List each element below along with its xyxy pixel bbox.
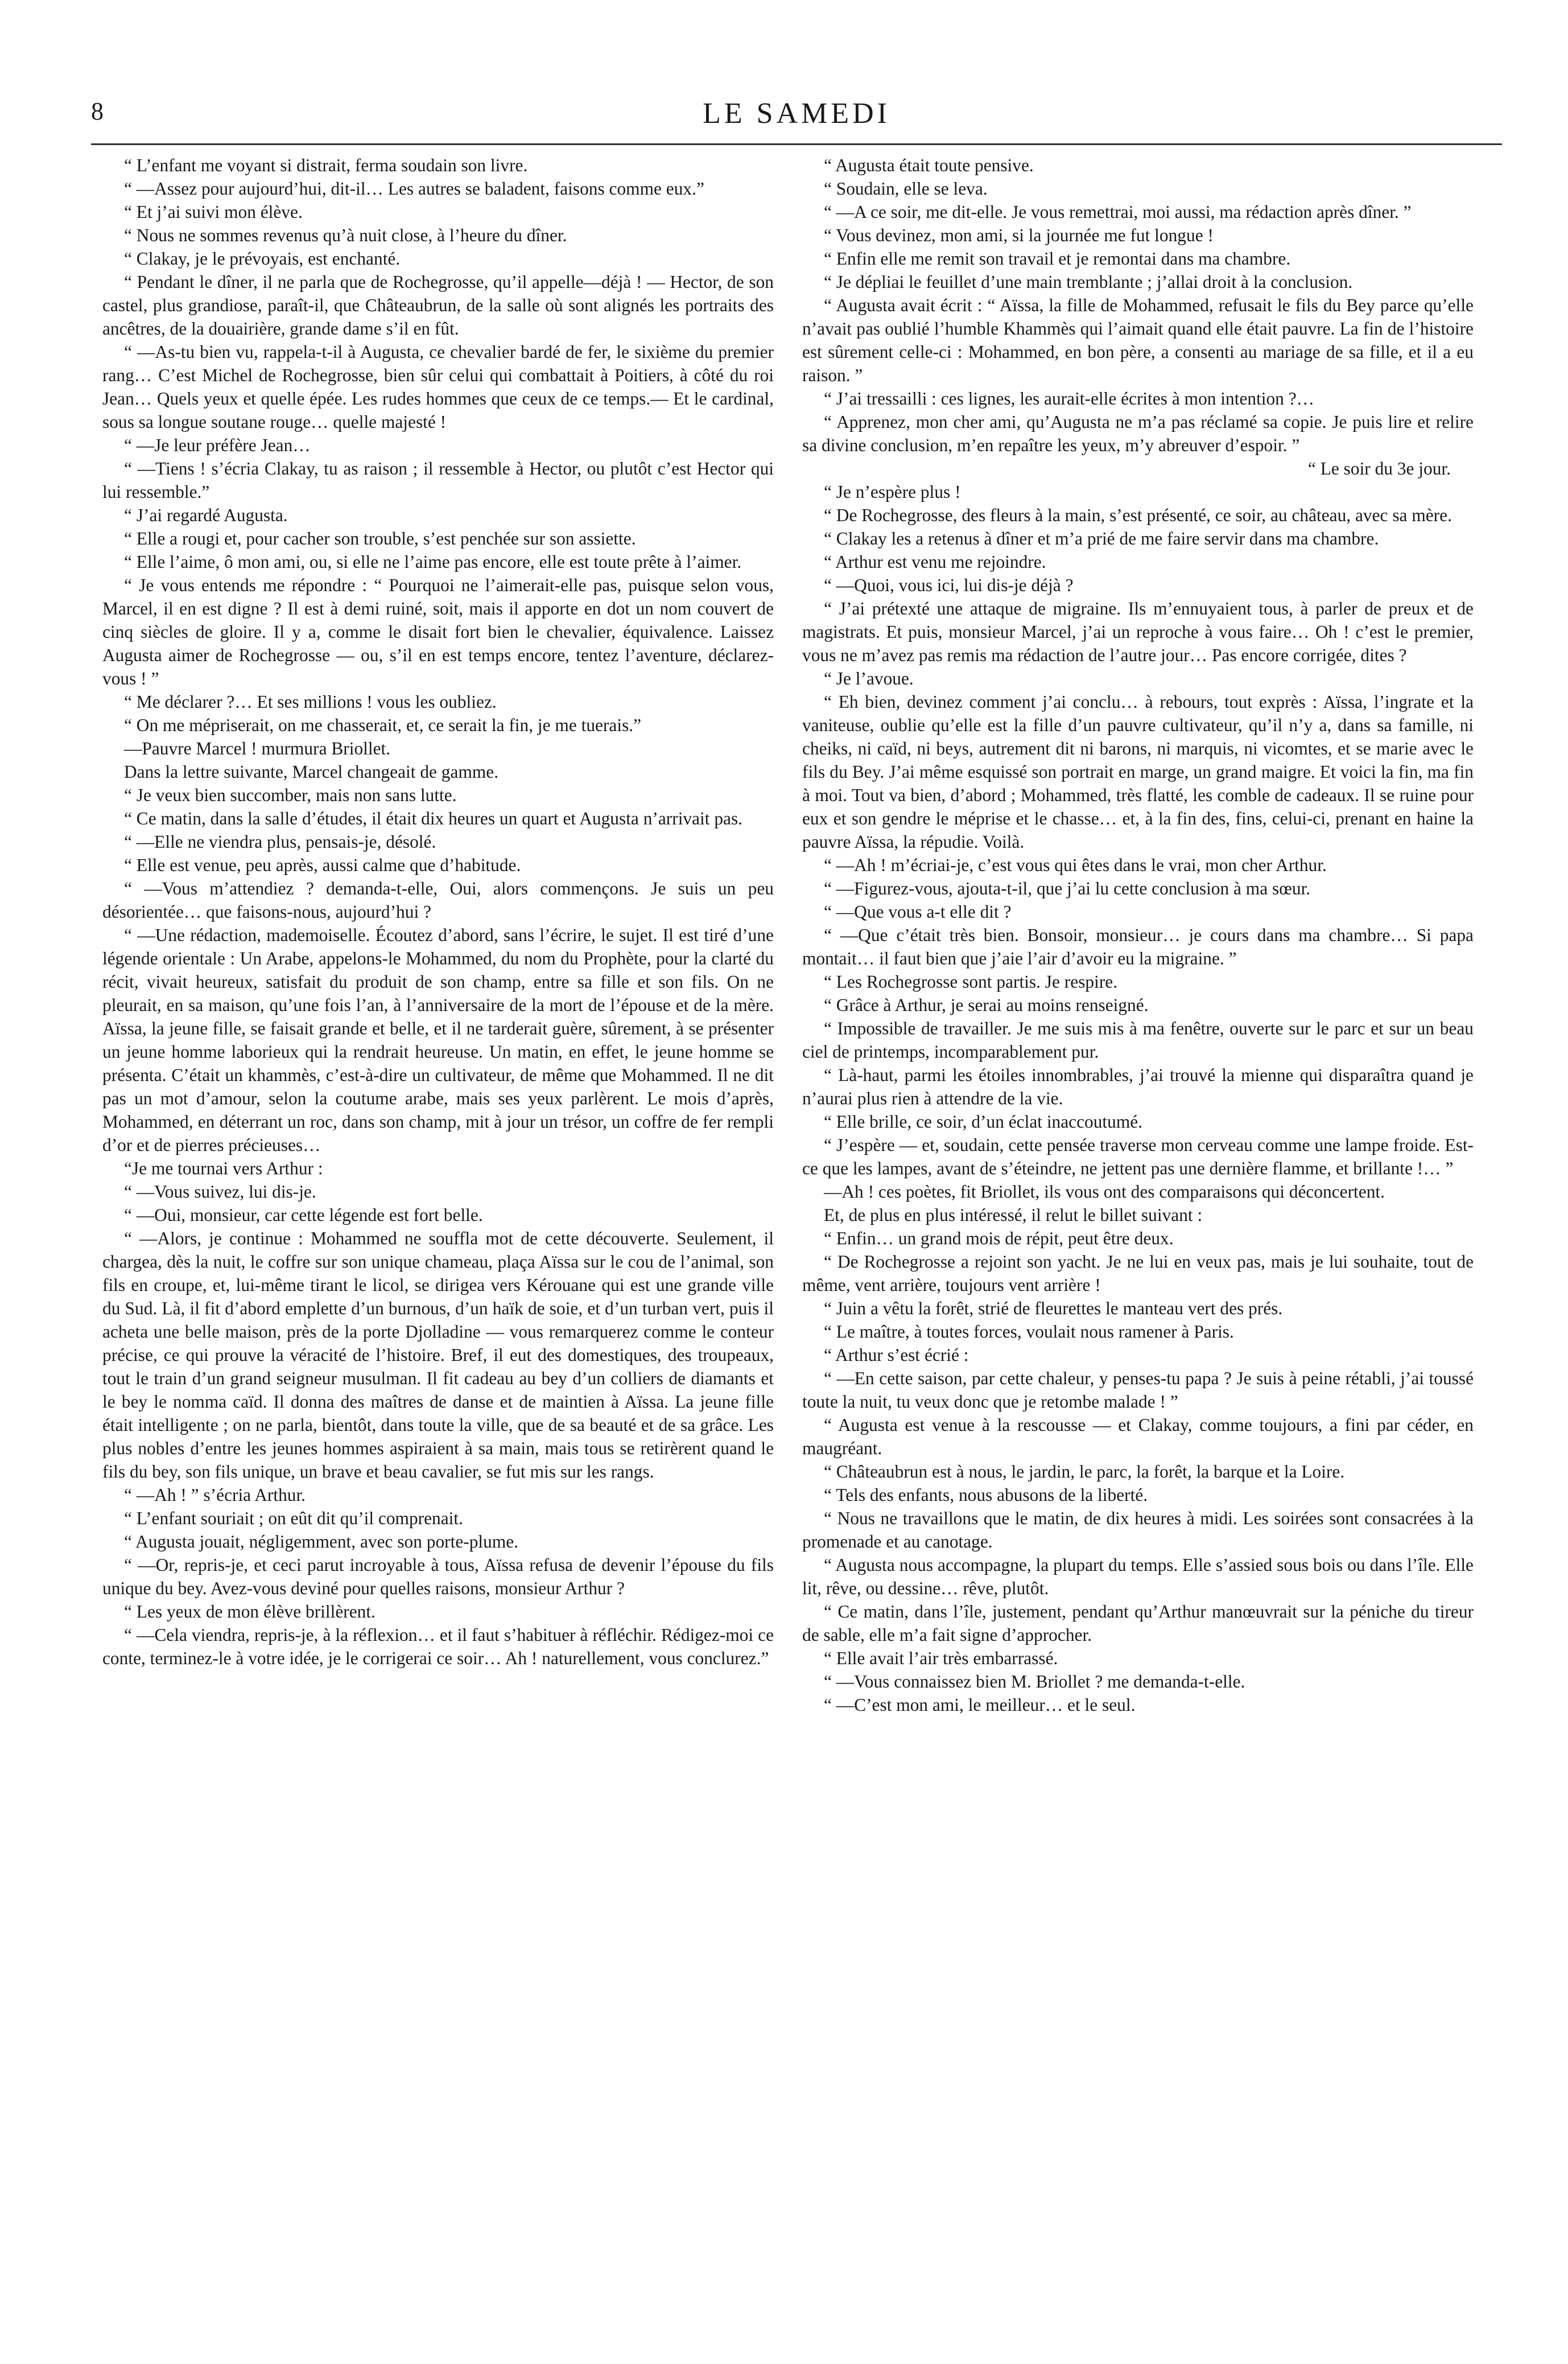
paragraph: Dans la lettre suivante, Marcel changeait de gamme. — [124, 762, 499, 782]
page-header — [91, 97, 1502, 137]
paragraph: “ J’ai tressailli : ces lignes, les aurait-elle écrites à mon intention ?… — [824, 389, 1315, 409]
paragraph: “ Vous devinez, mon ami, si la journée me fut longue ! — [824, 225, 1214, 245]
paragraph: “ J’espère — et, soudain, cette pensée traverse mon cerveau comme une lampe froide. Est-ce que les lampes, avant de s’éteindre, ne jettent pas une dernière flamme, et brillante !… ” — [802, 1135, 1474, 1178]
paragraph: “ Grâce à Arthur, je serai au moins renseigné. — [824, 995, 1149, 1015]
paragraph: “ —As-tu bien vu, rappela-t-il à Augusta, ce chevalier bardé de fer, le sixième du premier rang… C’est Michel de Rochegrosse, bien sûr celui qui combattait à Poitiers, à côté du roi Jean… Quels yeux et quelle épée. Les rudes hommes que ceux de ce temps.— Et le cardinal, sous sa longue soutane rouge… quelle majesté ! — [102, 342, 774, 432]
paragraph: “ —Quoi, vous ici, lui dis-je déjà ? — [824, 575, 1074, 595]
paragraph: “ Clakay les a retenus à dîner et m’a prié de me faire servir dans ma chambre. — [824, 529, 1379, 548]
paragraph: “ —Figurez-vous, ajouta-t-il, que j’ai lu cette conclusion à ma sœur. — [824, 878, 1311, 898]
paragraph: “ Elle avait l’air très embarrassé. — [824, 1648, 1058, 1668]
paragraph: “ —Tiens ! s’écria Clakay, tu as raison ; il ressemble à Hector, ou plutôt c’est Hector qui lui ressemble.” — [102, 459, 774, 502]
paragraph: “ Je veux bien succomber, mais non sans lutte. — [124, 785, 457, 805]
paragraph: “ —En cette saison, par cette chaleur, y penses-tu papa ? Je suis à peine rétabli, j’ai toussé toute la nuit, tu veux donc que je retombe malade ! ” — [802, 1368, 1474, 1412]
paragraph: “ —Vous connaissez bien M. Briollet ? me demanda-t-elle. — [824, 1672, 1245, 1691]
journal-title: LE SAMEDI — [703, 97, 890, 130]
right-column — [802, 154, 1474, 1717]
paragraph: “ Elle brille, ce soir, d’un éclat inaccoutumé. — [824, 1112, 1143, 1132]
paragraph: “ Les yeux de mon élève brillèrent. — [124, 1602, 376, 1622]
paragraph: “ Eh bien, devinez comment j’ai conclu… à rebours, tout exprès : Aïssa, l’ingrate et la vaniteuse, oublie qu’elle est la fille d’un pauvre cultivateur, qu’il n’y a, dans sa famille, ni cheiks, ni caïd, ni beys, autrement dit ni barons, ni marquis, ni vicomtes, et se marie avec le fils du Bey. J’ai même esquissé son portrait en marge, un grand maigre. Et voici la fin, ma fin à moi. Tout va bien, d’abord ; Mohammed, très flatté, les comble de cadeaux. Il se ruine pour eux et son gendre le méprise et le chasse… et, à la fin des, fins, celui-ci, prenant en haine la pauvre Aïssa, la répudie. Voilà. — [802, 692, 1474, 852]
paragraph: “ Apprenez, mon cher ami, qu’Augusta ne m’a pas réclamé sa copie. Je puis lire et relire sa divine conclusion, m’en repaître les yeux, m’y abreuver d’espoir. ” — [802, 412, 1474, 455]
paragraph: “ J’ai prétexté une attaque de migraine. Ils m’ennuyaient tous, à parler de preux et de magistrats. Et puis, monsieur Marcel, j’ai un reproche à vous faire… Oh ! c’est le premier, vous ne m’avez pas remis ma rédaction de l’autre jour… Pas encore corrigée, dites ? — [802, 599, 1474, 665]
paragraph: “ —Alors, je continue : Mohammed ne souffla mot de cette découverte. Seulement, il chargea, dès la nuit, le coffre sur son unique chameau, plaça Aïssa sur le cou de l’animal, son fils en croupe, et, lui-même tirant le licol, se dirigea vers Kérouane qui est une grande ville du Sud. Là, il fit d’abord emplette d’un burnous, d’un haïk de soie, et d’un turban vert, puis il acheta une belle maison, près de la porte Djolladine — vous remarquerez comme le conteur précise, ce qui prouve la véracité de l’histoire. Bref, il eut des domestiques, des troupeaux, tout le train d’un grand seigneur musulman. Il fit cadeau au bey d’un colliers de diamants et le bey le nomma caïd. Il donna des maîtres de danse et de maintien à Aïssa. La jeune fille était intelligente ; on ne parla, bientôt, dans toute la ville, que de sa beauté et de sa grâce. Les plus nobles d’entre les jeunes hommes aspiraient à sa main, mais tous se retirèrent quand le fils du bey, son fils unique, un brave et beau cavalier, se fut mis sur les rangs. — [102, 1228, 774, 1482]
paragraph: “ —A ce soir, me dit-elle. Je vous remettrai, moi aussi, ma rédaction après dîner. ” — [824, 202, 1412, 222]
paragraph: “ Augusta nous accompagne, la plupart du temps. Elle s’assied sous bois ou dans l’île. Elle lit, rêve, ou dessine… rêve, plutôt. — [802, 1555, 1474, 1598]
paragraph: “ Je dépliai le feuillet d’une main tremblante ; j’allai droit à la conclusion. — [824, 272, 1353, 292]
paragraph: “ —Or, repris-je, et ceci parut incroyable à tous, Aïssa refusa de devenir l’épouse du fils unique du bey. Avez-vous deviné pour quelles raisons, monsieur Arthur ? — [102, 1555, 774, 1598]
paragraph: “ —C’est mon ami, le meilleur… et le seul. — [824, 1695, 1136, 1715]
paragraph: “ Augusta jouait, négligemment, avec son porte-plume. — [124, 1532, 519, 1552]
page-number: 8 — [91, 97, 104, 125]
paragraph: “ Tels des enfants, nous abusons de la liberté. — [824, 1485, 1148, 1505]
paragraph: “ —Je leur préfère Jean… — [124, 435, 311, 455]
paragraph: “ —Cela viendra, repris-je, à la réflexion… et il faut s’habituer à réfléchir. Rédigez-moi ce conte, terminez-le à votre idée, je le corrigerai ce soir… Ah ! naturellement, vous conclurez.” — [102, 1625, 774, 1668]
paragraph: “ —Elle ne viendra plus, pensais-je, désolé. — [124, 832, 436, 852]
paragraph: “ Je vous entends me répondre : “ Pourquoi ne l’aimerait-elle pas, puisque selon vous, Marcel, il en est digne ? Il est à demi ruiné, soit, mais il apporte en dot un nom couvert de cinq siècles de gloire. Il y a, comme le disait fort bien le chevalier, équivalence. Laissez Augusta aimer de Rochegrosse — ou, s’il en est temps encore, tentez l’aventure, déclarez-vous ! ” — [102, 575, 774, 688]
paragraph: “ Elle l’aime, ô mon ami, ou, si elle ne l’aime pas encore, elle est toute prête à l’aimer. — [124, 552, 742, 572]
paragraph: “ De Rochegrosse, des fleurs à la main, s’est présenté, ce soir, au château, avec sa mère. — [824, 505, 1452, 525]
paragraph: —Pauvre Marcel ! murmura Briollet. — [124, 739, 391, 758]
paragraph: “ Augusta est venue à la rescousse — et Clakay, comme toujours, a fini par céder, en maugréant. — [802, 1415, 1474, 1458]
paragraph: “ Je l’avoue. — [824, 669, 914, 688]
paragraph: “ Arthur s’est écrié : — [824, 1345, 969, 1365]
paragraph: “ Là-haut, parmi les étoiles innombrables, j’ai trouvé la mienne qui disparaîtra quand je n’aurai plus rien à attendre de la vie. — [802, 1065, 1474, 1108]
paragraph: “ Clakay, je le prévoyais, est enchanté. — [124, 249, 401, 269]
paragraph: “ —Assez pour aujourd’hui, dit-il… Les autres se baladent, faisons comme eux.” — [124, 179, 704, 199]
paragraph: “ Me déclarer ?… Et ses millions ! vous les oubliez. — [124, 692, 497, 712]
paragraph: “ —Vous m’attendiez ? demanda-t-elle, Oui, alors commençons. Je suis un peu désorientée… que faisons-nous, aujourd’hui ? — [102, 878, 774, 922]
paragraph: “ Elle a rougi et, pour cacher son trouble, s’est penchée sur son assiette. — [124, 529, 636, 548]
paragraph: “ Soudain, elle se leva. — [824, 179, 988, 199]
paragraph: “ Nous ne sommes revenus qu’à nuit close, à l’heure du dîner. — [124, 225, 567, 245]
paragraph: “ L’enfant souriait ; on eût dit qu’il comprenait. — [124, 1508, 463, 1528]
paragraph: “ —Que vous a-t elle dit ? — [824, 902, 1012, 922]
paragraph: “ —Oui, monsieur, car cette légende est fort belle. — [124, 1205, 483, 1225]
paragraph: Et, de plus en plus intéressé, il relut le billet suivant : — [824, 1205, 1203, 1225]
paragraph: “ Pendant le dîner, il ne parla que de Rochegrosse, qu’il appelle—déjà ! — Hector, de son castel, plus grandiose, paraît-il, que Châteaubrun, de la salle où sont alignés les portraits des ancêtres, de la douairière, grande dame s’il en fût. — [102, 272, 774, 339]
paragraph: “ Enfin… un grand mois de répit, peut être deux. — [824, 1228, 1174, 1248]
paragraph: “ Juin a vêtu la forêt, strié de fleurettes le manteau vert des prés. — [824, 1298, 1283, 1318]
paragraph: “ —Que c’était très bien. Bonsoir, monsieur… je cours dans ma chambre… Si papa montait… il faut bien que j’aie l’air d’avoir eu la migraine. ” — [802, 925, 1474, 968]
paragraph: “ Augusta était toute pensive. — [824, 155, 1034, 175]
paragraph: “ De Rochegrosse a rejoint son yacht. Je ne lui en veux pas, mais je lui souhaite, tout de même, vent arrière, toujours vent arrière ! — [802, 1252, 1474, 1295]
paragraph: “ L’enfant me voyant si distrait, ferma soudain son livre. — [124, 155, 528, 175]
paragraph: “ Elle est venue, peu après, aussi calme que d’habitude. — [124, 855, 521, 875]
paragraph: “ Enfin elle me remit son travail et je remontai dans ma chambre. — [824, 249, 1291, 269]
paragraph: “ Ce matin, dans la salle d’études, il était dix heures un quart et Augusta n’arrivait pas. — [124, 808, 743, 828]
paragraph: —Ah ! ces poètes, fit Briollet, ils vous ont des comparaisons qui déconcertent. — [824, 1182, 1385, 1202]
paragraph: “ Impossible de travailler. Je me suis mis à ma fenêtre, ouverte sur le parc et sur un beau ciel de printemps, incomparablement pur. — [802, 1018, 1474, 1062]
paragraph: “ Le soir du 3e jour. — [1307, 459, 1451, 478]
paragraph: “ Je n’espère plus ! — [824, 482, 961, 502]
paragraph: “ —Une rédaction, mademoiselle. Écoutez d’abord, sans l’écrire, le sujet. Il est tiré d’une légende orientale : Un Arabe, appelons-le Mohammed, du nom du Prophète, pour la clarté du récit, vivait heureux, satisfait du produit de son champ, entre sa fille et son fils. On ne pleurait, en sa maison, qu’une fois l’an, à l’anniversaire de la mort de l’épouse et de la mère. Aïssa, la jeune fille, se faisait grande et belle, et il ne tarderait guère, sûrement, à se présenter un jeune homme laborieux qui la rendrait heureuse. Un matin, en effet, le jeune homme se présenta. C’était un khammès, c’est-à-dire un cultivateur, de même que Mohammed. Il ne dit pas un mot d’amour, selon la coutume arabe, mais ses yeux parlèrent. Le mois d’après, Mohammed, en déterrant un roc, dans son champ, mit à jour un trésor, un coffre de fer rempli d’or et de pierres précieuses… — [102, 925, 774, 1155]
paragraph: “Je me tournai vers Arthur : — [124, 1158, 323, 1178]
header-rule — [91, 143, 1502, 145]
paragraph: “ —Ah ! m’écriai-je, c’est vous qui êtes dans le vrai, mon cher Arthur. — [824, 855, 1327, 875]
paragraph: “ Le maître, à toutes forces, voulait nous ramener à Paris. — [824, 1322, 1234, 1342]
paragraph: “ Les Rochegrosse sont partis. Je respire. — [824, 972, 1118, 992]
left-column — [102, 154, 774, 1670]
paragraph: “ J’ai regardé Augusta. — [124, 505, 288, 525]
paragraph: “ Augusta avait écrit : “ Aïssa, la fille de Mohammed, refusait le fils du Bey parce qu’elle n’avait pas oublié l’humble Khammès qui l’aimait quand elle était pauvre. La fin de l’histoire est sûrement celle-ci : Mohammed, en bon père, a consenti au mariage de sa fille, et il a eu raison. ” — [802, 295, 1474, 385]
paragraph: “ —Ah ! ” s’écria Arthur. — [124, 1485, 306, 1505]
paragraph: “ Ce matin, dans l’île, justement, pendant qu’Arthur manœuvrait sur la péniche du tireur de sable, elle m’a fait signe d’approcher. — [802, 1602, 1474, 1645]
paragraph: “ Et j’ai suivi mon élève. — [124, 202, 303, 222]
paragraph: “ Arthur est venu me rejoindre. — [824, 552, 1046, 572]
paragraph: “ Nous ne travaillons que le matin, de dix heures à midi. Les soirées sont consacrées à la promenade et au canotage. — [802, 1508, 1474, 1552]
paragraph: “ On me mépriserait, on me chasserait, et, ce serait la fin, je me tuerais.” — [124, 715, 642, 735]
paragraph: “ Châteaubrun est à nous, le jardin, le parc, la forêt, la barque et la Loire. — [824, 1462, 1345, 1482]
paragraph: “ —Vous suivez, lui dis-je. — [124, 1182, 316, 1202]
